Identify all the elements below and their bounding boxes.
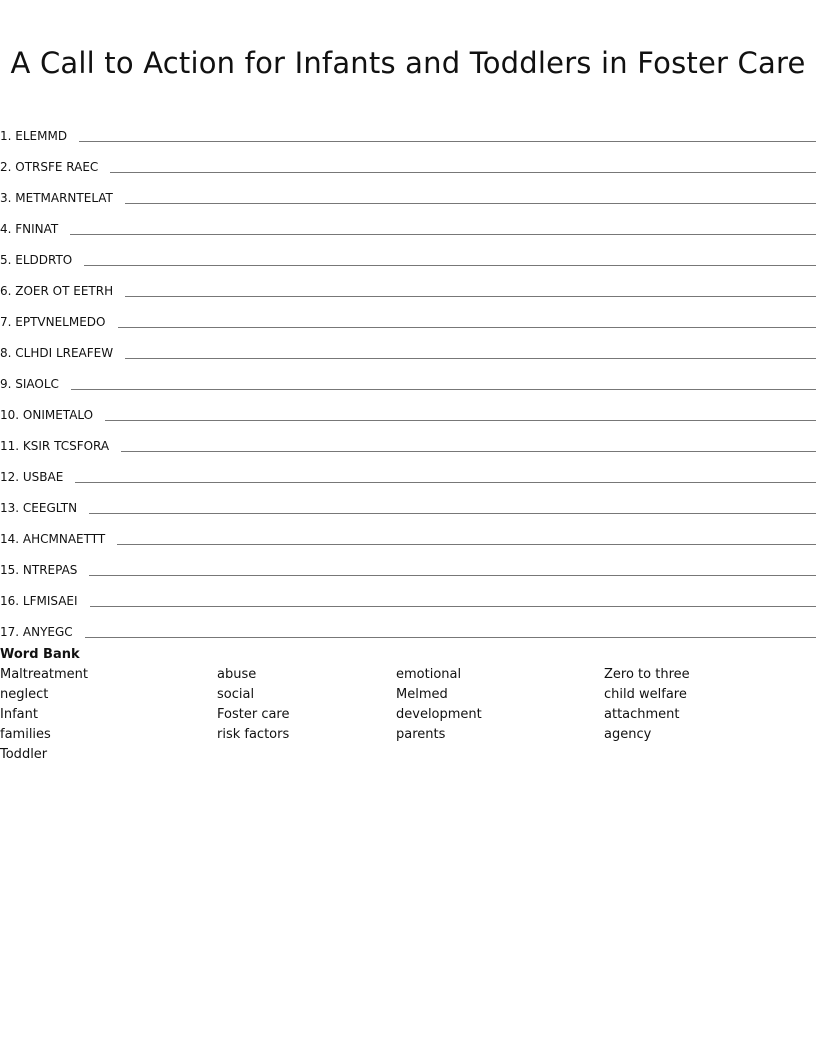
question-row: [0, 608, 816, 639]
answer-line[interactable]: [105, 420, 816, 421]
page-title: A Call to Action for Infants and Toddlers in Foster Care: [10, 46, 806, 80]
word-bank-word: agency: [604, 727, 652, 742]
answer-line[interactable]: [125, 296, 816, 297]
scrambled-word: 9. SIAOLC: [0, 377, 59, 391]
word-bank: [0, 647, 816, 767]
answer-line[interactable]: [84, 265, 816, 266]
word-bank-word: Infant: [0, 707, 38, 722]
word-bank-word: social: [217, 687, 255, 702]
question-row: [0, 515, 816, 546]
question-row: [0, 484, 816, 515]
word-bank-column: [217, 667, 396, 767]
scrambled-word: 17. ANYEGC: [0, 625, 73, 639]
answer-line[interactable]: [125, 203, 816, 204]
word-bank-word: emotional: [396, 667, 462, 682]
scrambled-word: 13. CEEGLTN: [0, 501, 78, 515]
word-bank-word: neglect: [0, 687, 49, 702]
question-row: [0, 391, 816, 422]
word-bank-word: Foster care: [217, 707, 290, 722]
answer-line[interactable]: [118, 327, 816, 328]
answer-line[interactable]: [89, 513, 816, 514]
answer-line[interactable]: [75, 482, 816, 483]
word-bank-word: Maltreatment: [0, 667, 89, 682]
word-bank-title: Word Bank: [0, 647, 80, 662]
word-bank-word: child welfare: [604, 687, 687, 702]
word-bank-grid: [0, 667, 816, 767]
scrambled-word: 14. AHCMNAETTT: [0, 532, 106, 546]
scrambled-word: 16. LFMISAEI: [0, 594, 78, 608]
question-row: [0, 546, 816, 577]
word-bank-word: families: [0, 727, 51, 742]
scrambled-word: 2. OTRSFE RAEC: [0, 160, 99, 174]
answer-line[interactable]: [71, 389, 816, 390]
question-row: [0, 329, 816, 360]
question-row: [0, 453, 816, 484]
question-row: [0, 267, 816, 298]
answer-line[interactable]: [121, 451, 816, 452]
scrambled-word: 5. ELDDRTO: [0, 253, 73, 267]
scrambled-word: 4. FNINAT: [0, 222, 59, 236]
word-bank-word: attachment: [604, 707, 680, 722]
scrambled-word: 6. ZOER OT EETRH: [0, 284, 114, 298]
word-bank-column: [604, 667, 804, 767]
word-bank-word: parents: [396, 727, 446, 742]
question-row: [0, 298, 816, 329]
question-row: [0, 205, 816, 236]
word-bank-word: Melmed: [396, 687, 448, 702]
scrambled-word: 10. ONIMETALO: [0, 408, 94, 422]
answer-line[interactable]: [89, 575, 816, 576]
word-bank-column: [396, 667, 604, 767]
question-row: [0, 236, 816, 267]
word-bank-word: abuse: [217, 667, 257, 682]
scrambled-word: 8. CLHDI LREAFEW: [0, 346, 114, 360]
answer-line[interactable]: [85, 637, 816, 638]
scrambled-word: 1. ELEMMD: [0, 129, 68, 143]
scrambled-word: 11. KSIR TCSFORA: [0, 439, 110, 453]
answer-line[interactable]: [110, 172, 816, 173]
answer-line[interactable]: [79, 141, 816, 142]
scrambled-word: 7. EPTVNELMEDO: [0, 315, 106, 329]
word-bank-word: Toddler: [0, 747, 48, 762]
question-row: [0, 143, 816, 174]
answer-line[interactable]: [90, 606, 816, 607]
scrambled-word: 3. METMARNTELAT: [0, 191, 113, 205]
answer-line[interactable]: [117, 544, 816, 545]
word-bank-word: development: [396, 707, 482, 722]
question-row: [0, 577, 816, 608]
answer-line[interactable]: [70, 234, 816, 235]
question-row: [0, 112, 816, 143]
question-row: [0, 422, 816, 453]
word-bank-word: Zero to three: [604, 667, 690, 682]
scrambled-word: 12. USBAE: [0, 470, 64, 484]
word-bank-word: risk factors: [217, 727, 290, 742]
word-bank-column: [0, 667, 217, 767]
question-list: [0, 112, 816, 639]
scrambled-word: 15. NTREPAS: [0, 563, 78, 577]
question-row: [0, 174, 816, 205]
question-row: [0, 360, 816, 391]
answer-line[interactable]: [125, 358, 816, 359]
